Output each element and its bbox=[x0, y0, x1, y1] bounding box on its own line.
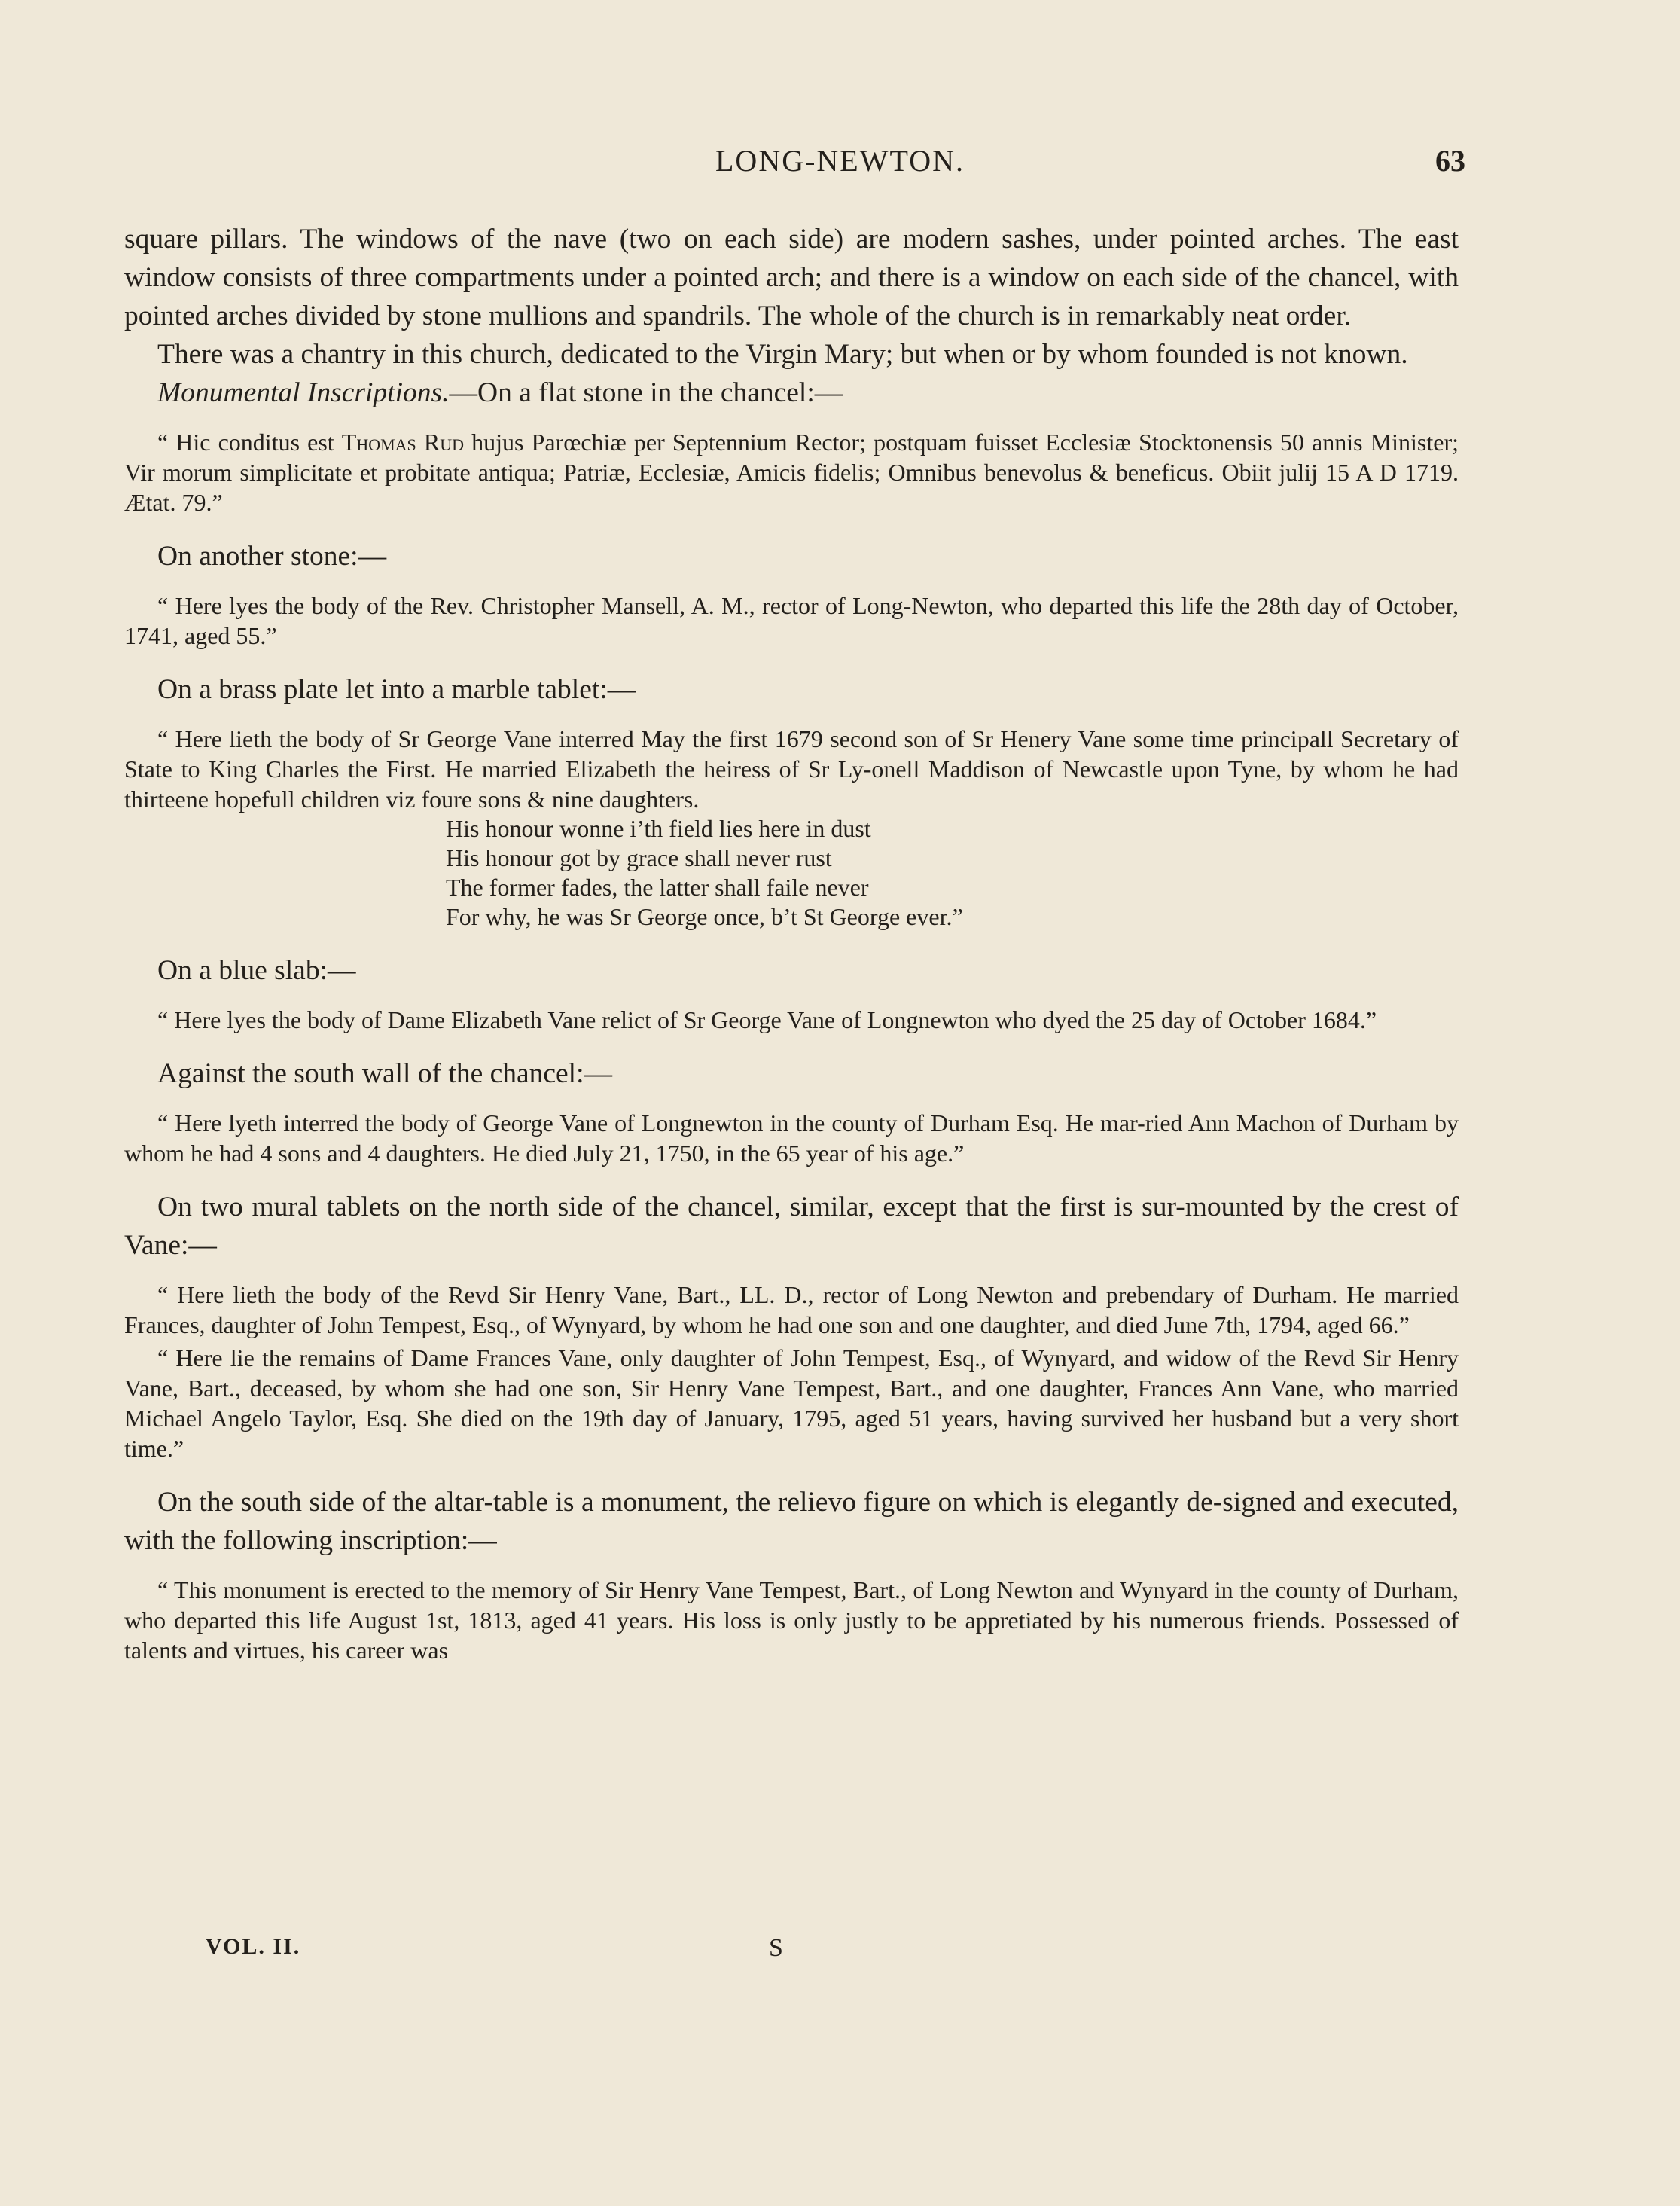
verse-line: For why, he was Sr George once, b’t St George ever.” bbox=[446, 903, 963, 930]
heading-brass-plate: On a brass plate let into a marble tablet:— bbox=[157, 674, 636, 705]
monumental-inscriptions-heading bbox=[124, 374, 1459, 412]
page-body bbox=[124, 220, 1459, 1665]
verse-line: His honour wonne i’th field lies here in dust bbox=[446, 815, 871, 842]
paragraph-church-description: square pillars. The windows of the nave (two on each side) are modern sashes, under pointed arches. The east window consists of three compartments under a pointed arch; and there is a window on each side of the chancel, with pointed arches divided by stone mullions and spandrils. The whole of the church is in remarkably neat order. bbox=[124, 224, 1459, 331]
heading-altar-monument: On the south side of the altar-table is a monument, the relievo figure on which is elegantly de-signed and executed, with the following inscription:— bbox=[124, 1487, 1459, 1556]
inscription-name-last: Rud bbox=[423, 429, 465, 456]
inscription-elizabeth-vane: “ Here lyes the body of Dame Elizabeth Vane relict of Sr George Vane of Longnewton who dyed the 25 day of October 1684.” bbox=[157, 1006, 1377, 1033]
inscription-thomas-rud bbox=[124, 427, 1459, 517]
page-footer bbox=[0, 1934, 1680, 1972]
inscription-body: hujus Parœchiæ per Septennium Rector; postquam fuisset Ecclesiæ Stocktonensis 50 annis Minister; Vir morum simplicitate et probitate antiqua; Patriæ, Ecclesiæ, Amicis fidelis; Omnibus benevolus & beneficus. Obiit julij 15 A D 1719. Ætat. 79.” bbox=[124, 429, 1459, 516]
inscription-henry-vane-tempest: “ This monument is erected to the memory of Sir Henry Vane Tempest, Bart., of Long Newton and Wynyard in the county of Durham, who departed this life August 1st, 1813, aged 41 years. His loss is only justly to be appretiated by his numerous friends. Possessed of talents and virtues, his career was bbox=[124, 1576, 1459, 1664]
section-heading-rest: —On a flat stone in the chancel:— bbox=[449, 377, 843, 408]
page-title: LONG-NEWTON. bbox=[715, 144, 965, 178]
epitaph-verse bbox=[446, 814, 1459, 932]
verse-line: The former fades, the latter shall faile never bbox=[446, 874, 869, 901]
heading-mural-tablets: On two mural tablets on the north side of the chancel, similar, except that the first is sur-mounted by the crest of Vane:— bbox=[124, 1191, 1459, 1261]
heading-blue-slab: On a blue slab:— bbox=[157, 955, 356, 986]
running-header bbox=[0, 143, 1680, 188]
paragraph-chantry: There was a chantry in this church, dedicated to the Virgin Mary; but when or by whom founded is not known. bbox=[157, 339, 1408, 370]
signature-mark: S bbox=[769, 1934, 783, 1962]
heading-south-wall: Against the south wall of the chancel:— bbox=[157, 1058, 613, 1089]
inscription-george-vane: “ Here lieth the body of Sr George Vane interred May the first 1679 second son of Sr Henery Vane some time principall Secretary of State to King Charles the First. He married Elizabeth the heiress of Sr Ly-onell Maddison of Newcastle upon Tyne, by whom he had thirteene hopefull children viz foure sons & nine daughters. bbox=[124, 725, 1459, 813]
inscription-name-first: Thomas bbox=[341, 429, 416, 456]
inscription-sir-henry-vane: “ Here lieth the body of the Revd Sir Henry Vane, Bart., LL. D., rector of Long Newton and prebendary of Durham. He married Frances, daughter of John Tempest, Esq., of Wynyard, by whom he had one son and one daughter, and died June 7th, 1794, aged 66.” bbox=[124, 1281, 1459, 1338]
verse-line: His honour got by grace shall never rust bbox=[446, 844, 832, 871]
inscription-george-vane-esq: “ Here lyeth interred the body of George Vane of Longnewton in the county of Durham Esq. He mar-ried Ann Machon of Durham by whom he had 4 sons and 4 daughters. He died July 21, 1750, in the 65 year of his age.” bbox=[124, 1109, 1459, 1167]
section-heading-italic: Monumental Inscriptions. bbox=[157, 377, 450, 408]
inscription-dame-frances-vane: “ Here lie the remains of Dame Frances Vane, only daughter of John Tempest, Esq., of Wynyard, and widow of the Revd Sir Henry Vane, Bart., deceased, by whom she had one son, Sir Henry Vane Tempest, Bart., and one daughter, Frances Ann Vane, who married Michael Angelo Taylor, Esq. She died on the 19th day of January, 1795, aged 51 years, having survived her husband but a very short time.” bbox=[124, 1344, 1459, 1462]
inscription-open: “ Hic conditus est bbox=[157, 429, 342, 456]
page-number: 63 bbox=[1435, 144, 1465, 178]
inscription-christopher-mansell: “ Here lyes the body of the Rev. Christopher Mansell, A. M., rector of Long-Newton, who departed this life the 28th day of October, 1741, aged 55.” bbox=[124, 592, 1459, 649]
volume-label: VOL. II. bbox=[206, 1934, 301, 1959]
heading-another-stone: On another stone:— bbox=[157, 541, 387, 572]
